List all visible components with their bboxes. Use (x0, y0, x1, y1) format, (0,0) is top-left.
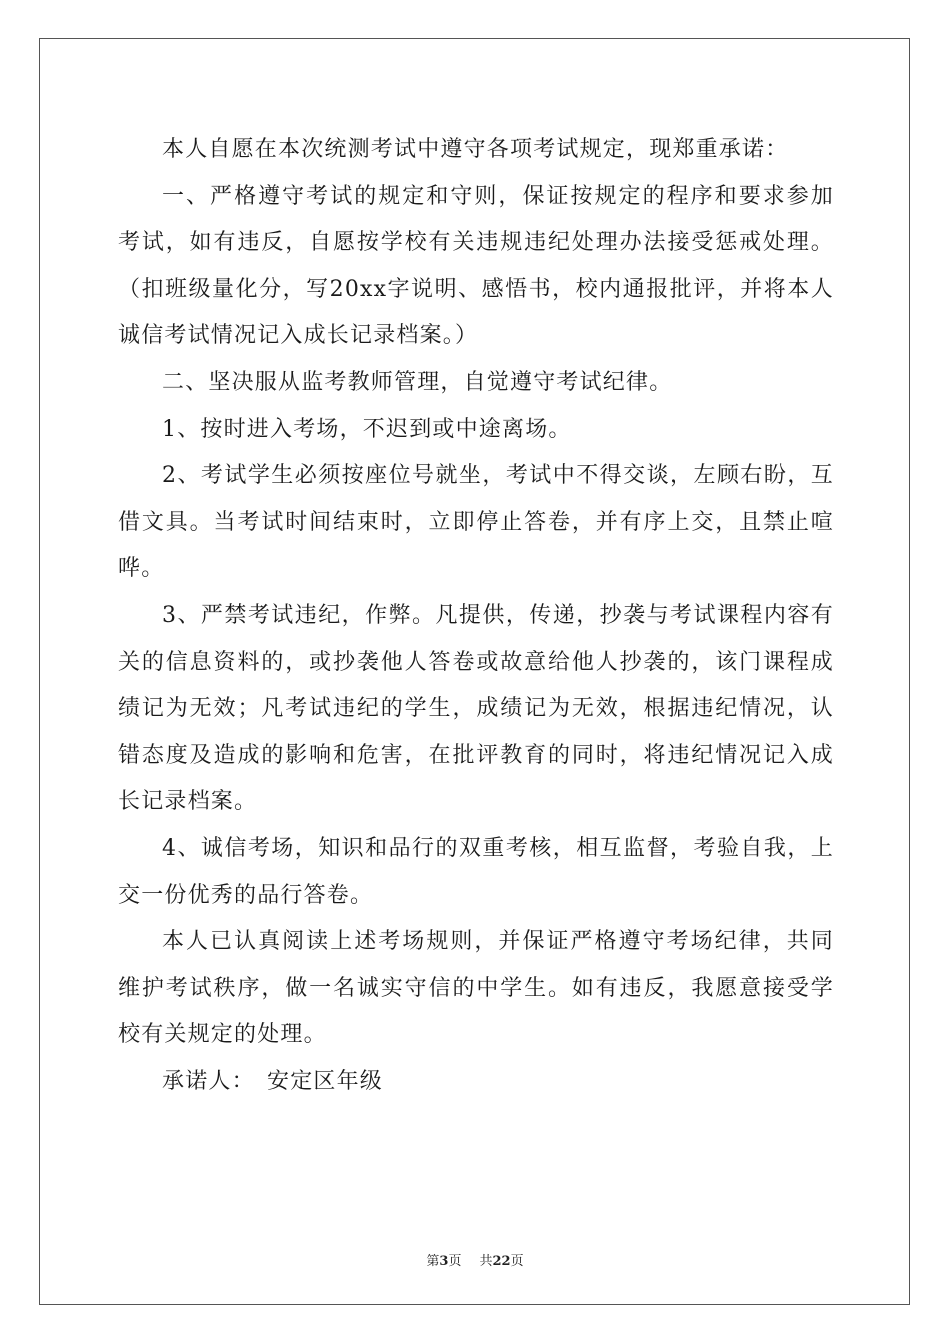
paragraph-item-1: 1、按时进入考场，不迟到或中途离场。 (162, 416, 572, 442)
paragraph-item-3: 3、严禁考试违纪，作弊。凡提供，传递，抄袭与考试课程内容有关的信息资料的，或抄袭他人答卷或故意给他人抄袭的，该门课程成绩记为无效；凡考试违纪的学生，成绩记为无效，根据违纪情况，认错态度及造成的影响和危害，在批评教育的同时，将违纪情况记入成长记录档案。 (118, 602, 834, 815)
paragraph-rule-1: 一、严格遵守考试的规定和守则，保证按规定的程序和要求参加考试，如有违反，自愿按学校有关违规违纪处理办法接受惩戒处理。（扣班级量化分，写20xx字说明、感悟书，校内通报批评，并将本人诚信考试情况记入成长记录档案。） (118, 183, 834, 349)
paragraph-closing: 本人已认真阅读上述考场规则，并保证严格遵守考场纪律，共同维护考试秩序，做一名诚实守信的中学生。如有违反，我愿意接受学校有关规定的处理。 (118, 929, 834, 1048)
paragraph-signature: 承诺人： 安定区年级 (162, 1068, 384, 1094)
page-total: 22 (492, 1254, 511, 1269)
total-unit: 页 (510, 1254, 524, 1269)
page-footer (0, 1250, 950, 1269)
page-unit: 页 (448, 1254, 462, 1269)
paragraph-intro: 本人自愿在本次统测考试中遵守各项考试规定，现郑重承诺： (162, 137, 789, 162)
total-prefix: 共 (479, 1254, 493, 1269)
paragraph-item-4: 4、诚信考场，知识和品行的双重考核，相互监督，考验自我，上交一份优秀的品行答卷。 (118, 835, 834, 908)
paragraph-rule-2: 二、坚决服从监考教师管理，自觉遵守考试纪律。 (162, 369, 673, 395)
document-body (118, 127, 834, 1105)
page-prefix: 第 (426, 1254, 440, 1269)
page-current: 3 (439, 1254, 449, 1269)
paragraph-item-2: 2、考试学生必须按座位号就坐，考试中不得交谈，左顾右盼，互借文具。当考试时间结束时，立即停止答卷，并有序上交，且禁止喧哗。 (118, 463, 834, 582)
